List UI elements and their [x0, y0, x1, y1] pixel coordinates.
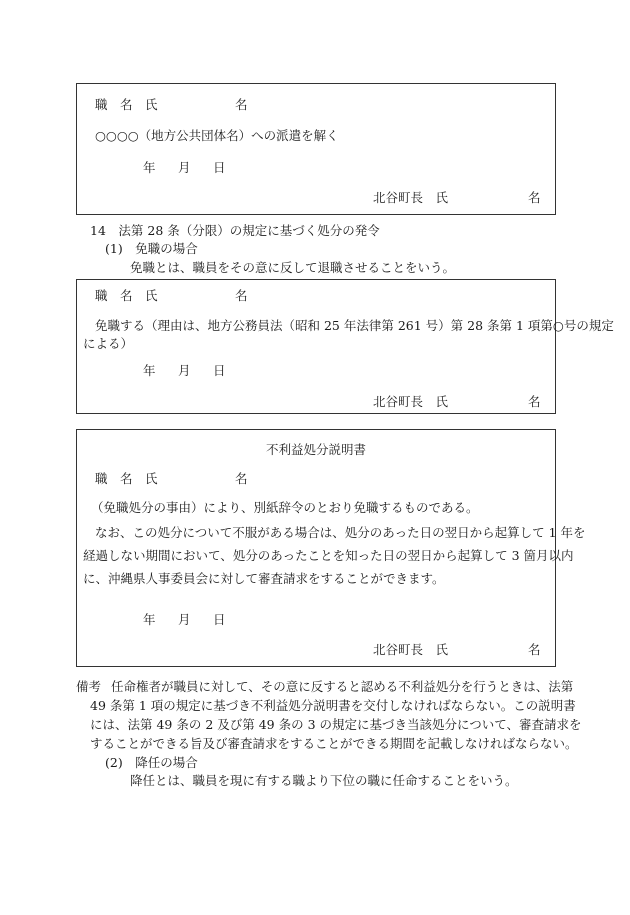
date-year: 年	[143, 160, 156, 175]
order-text-line-2: による）	[83, 336, 134, 351]
item-2-title: (2) 降任の場合	[105, 755, 198, 770]
section-14-heading: 14 法第 28 条（分限）の規定に基づく処分の発令	[90, 223, 380, 238]
statement-line-3: 経過しない期間において、処分のあったことを知った日の翌日から起算して 3 箇月以内	[83, 548, 574, 563]
remarks-line-4: することができる旨及び審査請求をすることができる期間を記載しなければならない。	[90, 736, 578, 751]
remarks-line-2: 49 条第 1 項の規定に基づき不利益処分説明書を交付しなければならない。この説明書	[90, 698, 576, 713]
date-day: 日	[213, 160, 226, 175]
order-text-line-1: 免職する（理由は、地方公務員法（昭和 25 年法律第 261 号）第 28 条第 1 項第○号の規定	[95, 318, 614, 333]
name-label: 職 名 氏	[95, 471, 158, 486]
name-suffix: 名	[235, 471, 248, 486]
signer-name: 名	[528, 190, 541, 205]
statement-title: 不利益処分説明書	[265, 442, 366, 457]
name-suffix: 名	[235, 97, 248, 112]
disadvantageous-disposition-statement	[76, 429, 586, 667]
remarks-line-3: には、法第 49 条の 2 及び第 49 条の 3 の規定に基づき当該処分について、審査請求を	[90, 717, 582, 732]
signer-name: 名	[528, 394, 541, 409]
remarks-line-1: 任命権者が職員に対して、その意に反すると認める不利益処分を行うときは、法第	[111, 679, 574, 694]
order-box-dispatch-end	[76, 83, 556, 215]
signer-title: 北谷町長 氏	[373, 642, 449, 657]
date-year: 年	[143, 612, 156, 627]
name-label: 職 名 氏	[95, 288, 158, 303]
date-month: 月	[178, 160, 191, 175]
item-2-description: 降任とは、職員を現に有する職より下位の職に任命することをいう。	[130, 773, 518, 788]
order-text: ○○○○（地方公共団体名）への派遣を解く	[95, 128, 339, 143]
signer-name: 名	[528, 642, 541, 657]
signer-title: 北谷町長 氏	[373, 394, 449, 409]
date-day: 日	[213, 612, 226, 627]
item-1-description: 免職とは、職員をその意に反して退職させることをいう。	[130, 260, 456, 275]
signer-title: 北谷町長 氏	[373, 190, 449, 205]
order-box-dismissal	[76, 279, 614, 414]
statement-line-1: （免職処分の事由）により、別紙辞令のとおり免職するものである。	[91, 500, 479, 515]
date-day: 日	[213, 363, 226, 378]
name-label: 職 名 氏	[95, 97, 158, 112]
date-month: 月	[178, 363, 191, 378]
statement-line-2: なお、この処分について不服がある場合は、処分のあった日の翌日から起算して 1 年を	[95, 525, 586, 540]
date-year: 年	[143, 363, 156, 378]
item-1-title: (1) 免職の場合	[105, 241, 198, 256]
statement-line-4: に、沖縄県人事委員会に対して審査請求をすることができます。	[83, 571, 445, 586]
remarks-label: 備考	[76, 679, 102, 694]
date-month: 月	[178, 612, 191, 627]
name-suffix: 名	[235, 288, 248, 303]
